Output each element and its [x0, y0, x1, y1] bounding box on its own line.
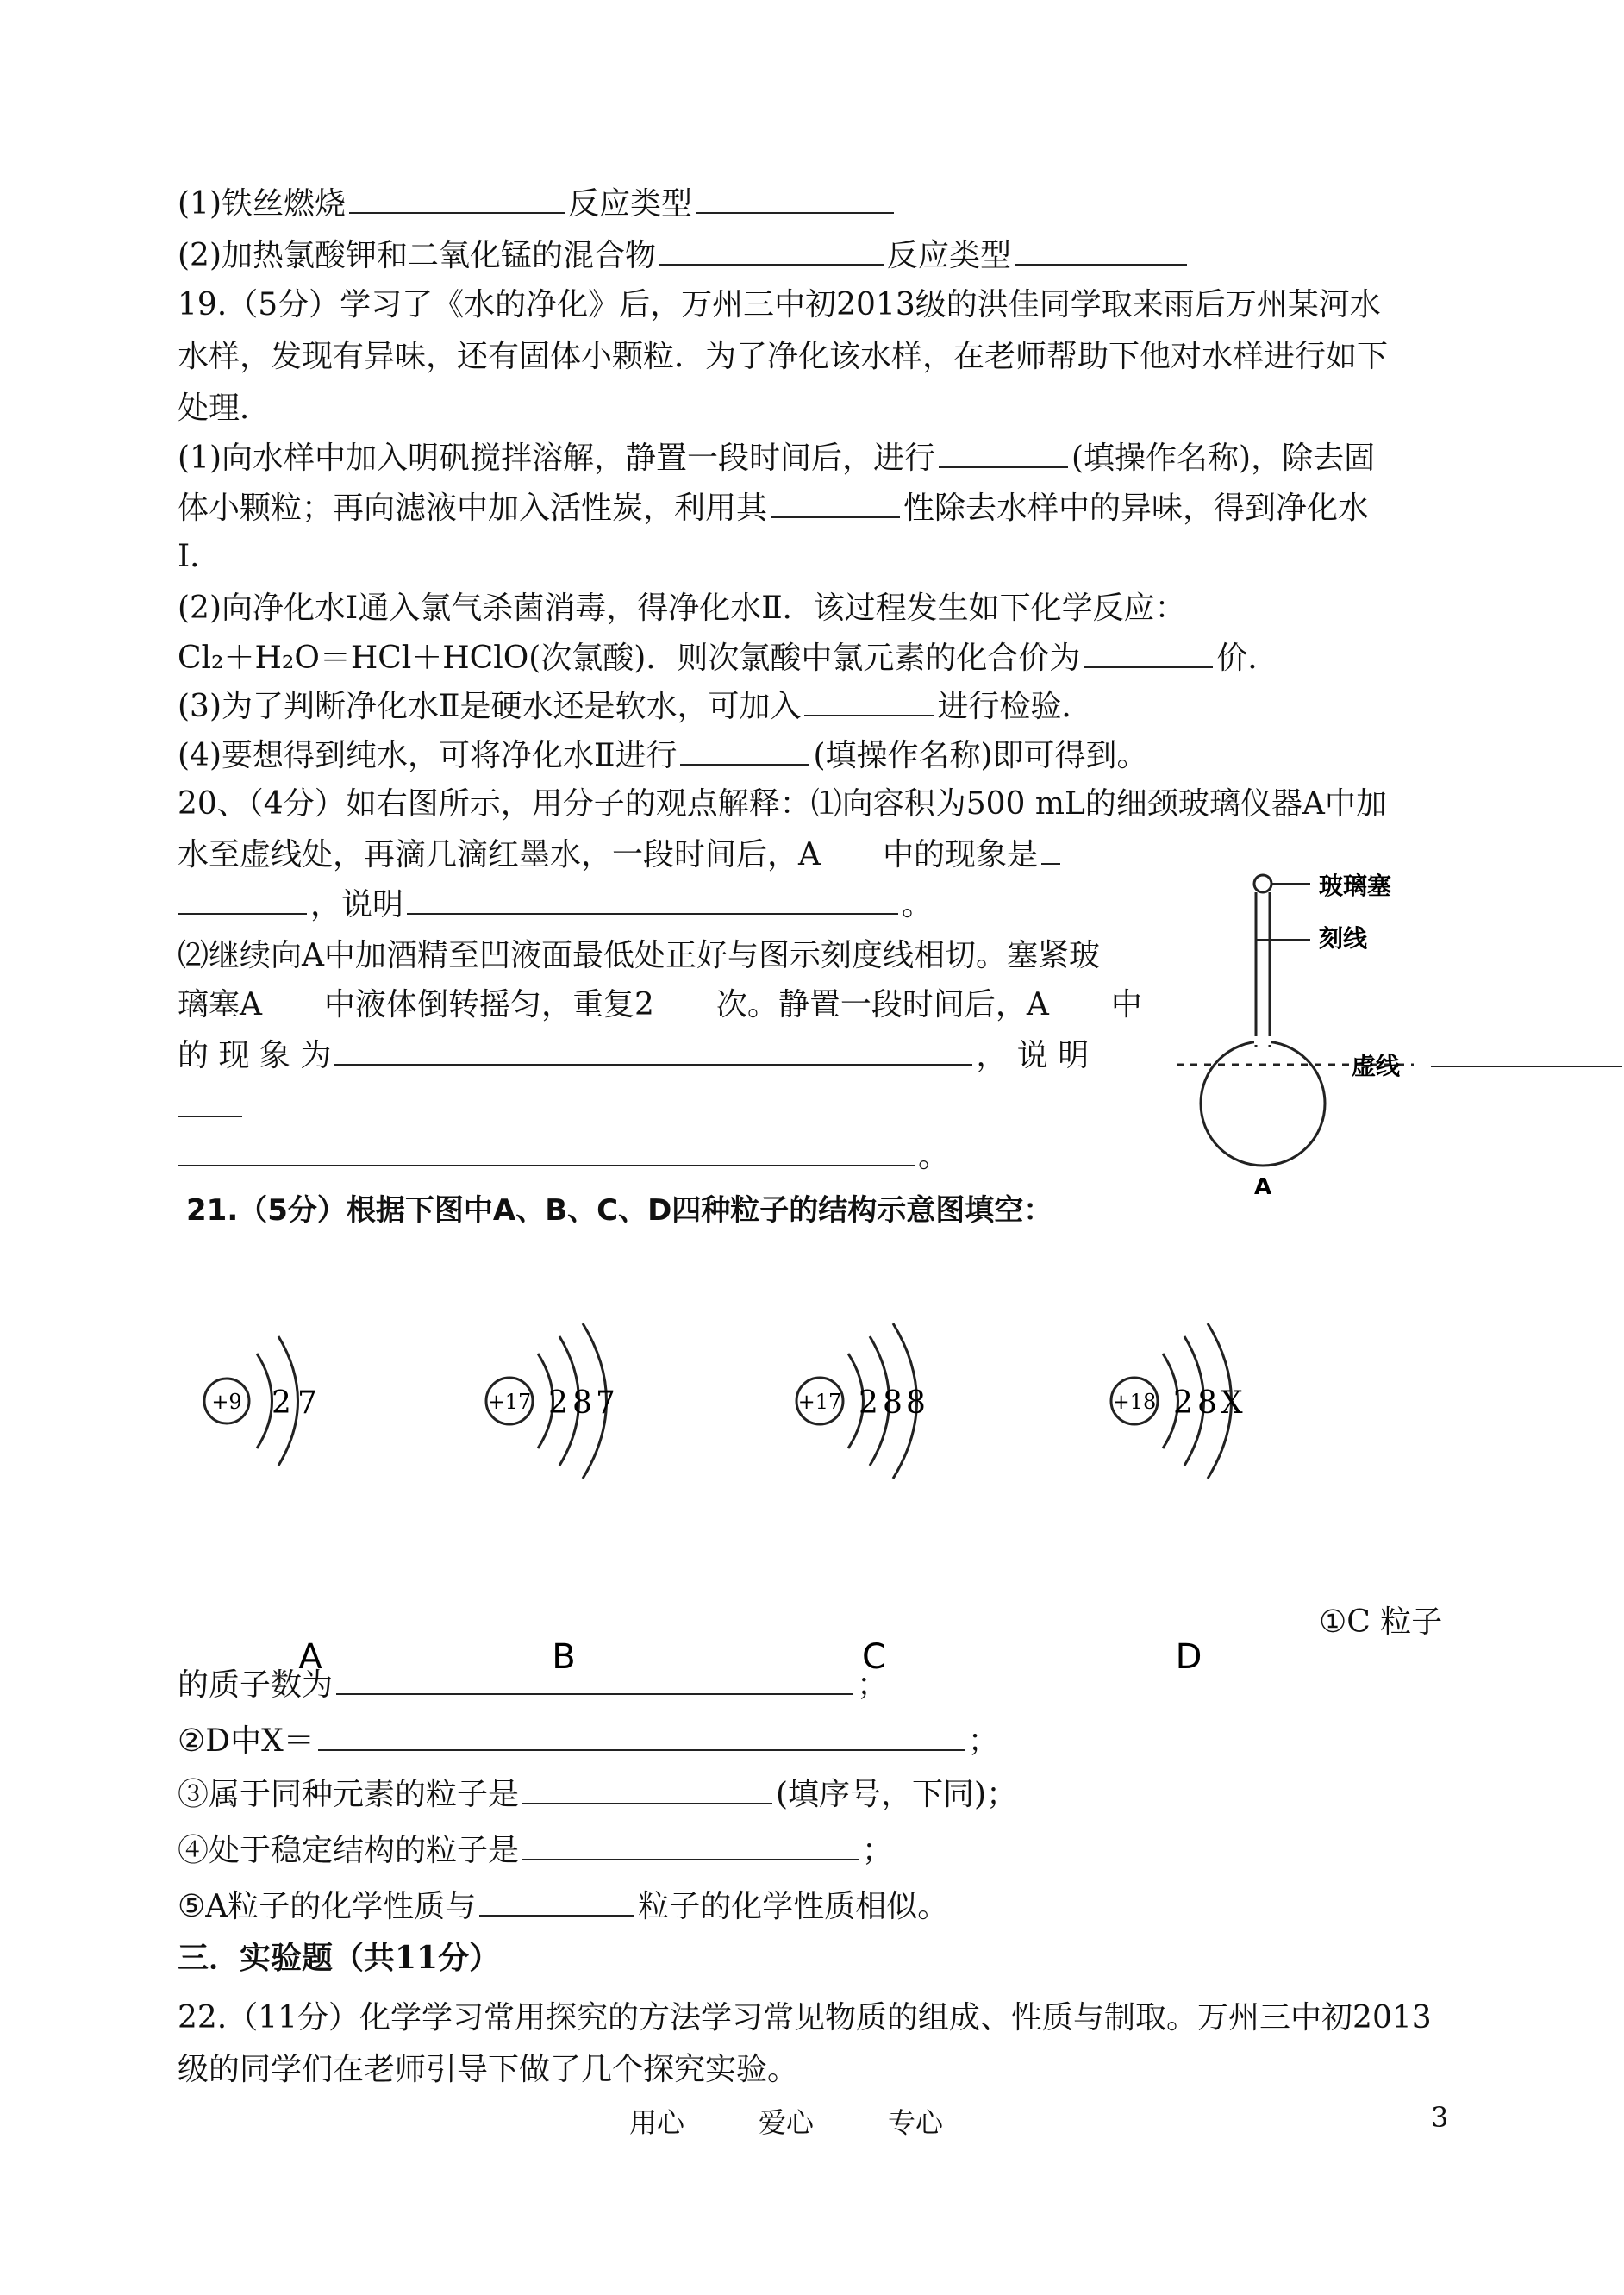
- svg-text:A: A: [298, 1637, 322, 1677]
- answer-blank[interactable]: [479, 1884, 634, 1917]
- answer-blank[interactable]: [349, 181, 565, 214]
- q20-line3: ，说明 。: [178, 882, 933, 928]
- svg-text:D: D: [1175, 1637, 1202, 1677]
- answer-blank[interactable]: [336, 1662, 853, 1695]
- q22-line2: 级的同学们在老师引导下做了几个探究实验。: [178, 2052, 799, 2087]
- q21-sub1: 的质子数为 ；: [178, 1662, 888, 1708]
- answer-blank[interactable]: [178, 882, 307, 915]
- svg-text:7: 7: [297, 1385, 317, 1421]
- q21-sub2: ②D中X＝ ；: [178, 1718, 999, 1764]
- footer-motto-3: 专心: [888, 2106, 944, 2139]
- svg-text:+18: +18: [1112, 1390, 1157, 1414]
- svg-text:8: 8: [1197, 1385, 1217, 1421]
- flask-bulb: [1201, 1041, 1325, 1166]
- svg-text:8: 8: [883, 1385, 903, 1421]
- answer-blank[interactable]: [522, 1828, 859, 1860]
- svg-text:+17: +17: [487, 1390, 532, 1414]
- svg-text:2: 2: [548, 1385, 568, 1421]
- q21-sub5: ⑤A粒子的化学性质与 粒子的化学性质相似。: [178, 1884, 948, 1929]
- q19-part1: (1)向水样中加入明矾搅拌溶解，静置一段时间后，进行 (填操作名称)，除去固: [178, 435, 1375, 481]
- footer-motto-1: 用心: [629, 2106, 685, 2139]
- answer-blank[interactable]: [1084, 635, 1213, 668]
- q20-line5: 璃塞A 中液体倒转摇匀，重复2 次。静置一段时间后，A 中: [178, 987, 1142, 1022]
- q20-line2: 水至虚线处，再滴几滴红墨水，一段时间后，A 中的现象是: [178, 832, 1064, 878]
- atom-b: [486, 1323, 615, 1677]
- q19-part1-cont: 体小颗粒；再向滤液中加入活性炭，利用其 性除去水样中的异味，得到净化水: [178, 485, 1369, 531]
- q20-line1: 20、（4分）如右图所示，用分子的观点解释：⑴向容积为500 mL的细颈玻璃仪器A中加: [178, 786, 1387, 822]
- answer-blank[interactable]: [178, 1116, 242, 1117]
- answer-blank[interactable]: [696, 181, 894, 214]
- answer-blank[interactable]: [771, 485, 900, 518]
- q19-part2: (2)向净化水Ⅰ通入氯气杀菌消毒，得净化水Ⅱ．该过程发生如下化学反应：: [178, 591, 1186, 626]
- svg-text:2: 2: [272, 1385, 291, 1421]
- label-flask-a: A: [1254, 1174, 1272, 1200]
- atom-d: [1111, 1323, 1243, 1677]
- answer-blank[interactable]: [939, 435, 1068, 468]
- q18-part1: (1)铁丝燃烧 反应类型: [178, 181, 897, 227]
- q19-line2: 水样，发现有异味，还有固体小颗粒．为了净化该水样，在老师帮助下他对水样进行如下: [178, 339, 1389, 374]
- answer-blank[interactable]: [178, 1134, 915, 1166]
- q19-equation: Cl₂＋H₂O＝HCl＋HClO(次氯酸)．则次氯酸中氯元素的化合价为 价．: [178, 635, 1278, 681]
- svg-text:+17: +17: [797, 1390, 842, 1414]
- answer-blank[interactable]: [522, 1772, 772, 1804]
- svg-text:8: 8: [906, 1385, 926, 1421]
- answer-blank[interactable]: [1015, 233, 1187, 266]
- q20-line7: 。: [178, 1134, 949, 1179]
- answer-blank[interactable]: [804, 684, 934, 716]
- stopper-shape: [1254, 875, 1271, 892]
- answer-blank[interactable]: [407, 882, 898, 915]
- svg-text:X: X: [1221, 1385, 1243, 1421]
- svg-text:8: 8: [572, 1385, 592, 1421]
- answer-blank[interactable]: [659, 233, 884, 266]
- answer-blank[interactable]: [334, 1033, 972, 1066]
- q21-sub4: ④处于稳定结构的粒子是 ；: [178, 1828, 893, 1873]
- svg-text:B: B: [552, 1637, 576, 1677]
- q21-sub3: ③属于同种元素的粒子是 (填序号，下同)；: [178, 1772, 1017, 1817]
- atom-c: [796, 1323, 926, 1677]
- section-3-heading: 三．实验题（共11分）: [178, 1940, 501, 1976]
- answer-blank[interactable]: [318, 1718, 965, 1751]
- q21-title: 21.（5分）根据下图中A、B、C、D四种粒子的结构示意图填空：: [186, 1193, 1053, 1228]
- q20-line6: 的 现 象 为 ， 说 明: [178, 1033, 1089, 1079]
- label-graduation: 刻线: [1319, 924, 1368, 953]
- q19-line3: 处理．: [178, 391, 272, 426]
- svg-text:+9: +9: [211, 1390, 242, 1414]
- label-stopper: 玻璃塞: [1319, 872, 1392, 900]
- footer-motto-2: 爱心: [759, 2106, 815, 2139]
- label-dashed-line: 虚线: [1352, 1052, 1401, 1080]
- answer-blank[interactable]: [1041, 832, 1060, 865]
- q22-line1: 22.（11分）化学学习常用探究的方法学习常见物质的组成、性质与制取。万州三中初2013: [178, 2000, 1432, 2035]
- q19-part4: (4)要想得到纯水，可将净化水Ⅱ进行 (填操作名称)即可得到。: [178, 733, 1148, 779]
- q19-part1-end: Ⅰ．: [178, 539, 222, 574]
- q19-part3: (3)为了判断净化水Ⅱ是硬水还是软水，可加入 进行检验．: [178, 684, 1092, 729]
- svg-text:2: 2: [859, 1385, 878, 1421]
- q21-sub1-start: ①C 粒子: [1319, 1604, 1443, 1640]
- atom-a: [204, 1336, 322, 1677]
- volumetric-flask-figure: [1172, 854, 1621, 1224]
- answer-blank[interactable]: [680, 733, 809, 766]
- svg-text:2: 2: [1173, 1385, 1193, 1421]
- svg-text:7: 7: [596, 1385, 615, 1421]
- page-number: 3: [1431, 2101, 1449, 2134]
- q20-line4: ⑵继续向A中加酒精至凹液面最低处正好与图示刻度线相切。塞紧玻: [178, 938, 1100, 973]
- svg-text:C: C: [862, 1637, 886, 1677]
- q18-part2: (2)加热氯酸钾和二氧化锰的混合物 反应类型: [178, 233, 1190, 278]
- q19-line1: 19.（5分）学习了《水的净化》后，万州三中初2013级的洪佳同学取来雨后万州某河水: [178, 287, 1381, 322]
